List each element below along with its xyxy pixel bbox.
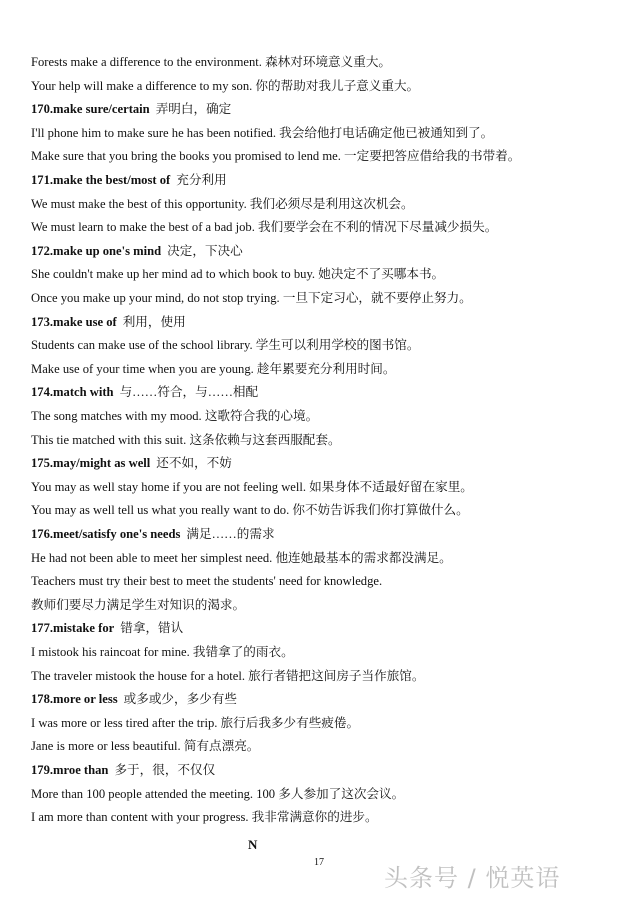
- phrase-term: 171.make the best/most of: [31, 173, 171, 187]
- example-sentence: I'll phone him to make sure he has been notified. 我会给他打电话确定他已被通知到了。: [31, 125, 494, 140]
- example-sentence: She couldn't make up her mind ad to which book to buy. 她决定不了买哪本书。: [31, 267, 445, 282]
- example-sentence: Teachers must try their best to meet the students' need for knowledge.: [31, 574, 383, 589]
- example-sentence: Make sure that you bring the books you promised to lend me. 一定要把答应借给我的书带着。: [31, 149, 521, 164]
- phrase-term: 176.meet/satisfy one's needs: [31, 527, 181, 541]
- phrase-meaning: 满足……的需求: [186, 527, 275, 541]
- phrase-term: 178.more or less: [31, 692, 118, 707]
- example-sentence: More than 100 people attended the meeting. 100 多人参加了这次会议。: [31, 786, 405, 801]
- phrase-meaning: 与……符合，与……相配: [119, 385, 259, 400]
- phrase-meaning: 错拿，错认: [120, 621, 184, 636]
- example-sentence: We must make the best of this opportunity. 我们必须尽是利用这次机会。: [31, 196, 414, 211]
- example-sentence: I am more than content with your progress. 我非常满意你的进步。: [31, 810, 378, 825]
- phrase-meaning: 或多或少，多少有些: [123, 692, 237, 707]
- example-sentence: We must learn to make the best of a bad job. 我们要学会在不利的情况下尽量减少损失。: [31, 220, 498, 235]
- example-sentence: I mistook his raincoat for mine. 我错拿了的雨衣。: [31, 645, 294, 659]
- example-sentence: Make use of your time when you are young. 趁年累要充分利用时间。: [31, 361, 396, 376]
- phrase-meaning: 决定，下决心: [167, 243, 243, 258]
- phrase-heading: [31, 384, 258, 400]
- phrase-meaning: 利用，使用: [122, 314, 186, 329]
- page-number: 17: [314, 857, 324, 868]
- example-sentence: The traveler mistook the house for a hotel. 旅行者错把这间房子当作旅馆。: [31, 668, 425, 683]
- example-sentence: Your help will make a difference to my son. 你的帮助对我儿子意义重大。: [31, 78, 420, 93]
- phrase-heading: [31, 455, 232, 471]
- phrase-heading: [31, 314, 186, 330]
- example-sentence: You may as well tell us what you really want to do. 你不妨告诉我们你打算做什么。: [31, 503, 469, 518]
- phrase-heading: [31, 620, 183, 636]
- phrase-heading: [31, 243, 243, 259]
- phrase-term: 170.make sure/certain: [31, 102, 150, 117]
- example-sentence: This tie matched with this suit. 这条依赖与这套西服配套。: [31, 432, 341, 447]
- phrase-meaning: 弄明白，确定: [155, 102, 232, 117]
- phrase-meaning: 多于，很，不仅仅: [114, 763, 216, 777]
- phrase-term: 177.mistake for: [31, 621, 115, 636]
- example-sentence: The song matches with my mood. 这歌符合我的心境。: [31, 409, 319, 423]
- example-sentence: Jane is more or less beautiful. 简有点漂亮。: [31, 739, 260, 754]
- phrase-term: 175.may/might as well: [31, 456, 151, 471]
- example-sentence: Students can make use of the school library. 学生可以利用学校的图书馆。: [31, 338, 420, 353]
- phrase-term: 173.make use of: [31, 314, 117, 329]
- example-sentence: He had not been able to meet her simplest need. 他连她最基本的需求都没满足。: [31, 550, 452, 565]
- phrase-heading: [31, 691, 237, 707]
- phrase-meaning: 充分利用: [176, 173, 227, 187]
- phrase-heading: [31, 172, 227, 188]
- example-sentence: Once you make up your mind, do not stop trying. 一旦下定习心，就不要停止努力。: [31, 291, 472, 305]
- phrase-term: 172.make up one's mind: [31, 243, 162, 258]
- example-sentence: 教师们要尽力满足学生对知识的渴求。: [31, 597, 246, 612]
- watermark-text: 头条号 / 悦英语: [384, 864, 561, 892]
- example-sentence: I was more or less tired after the trip. 旅行后我多少有些疲倦。: [31, 715, 360, 730]
- phrase-heading: [31, 762, 215, 778]
- phrase-meaning: 还不如，不妨: [156, 456, 232, 471]
- phrase-term: 179.mroe than: [31, 763, 109, 777]
- phrase-heading: [31, 101, 231, 117]
- phrase-term: 174.match with: [31, 385, 114, 400]
- example-sentence: You may as well stay home if you are not feeling well. 如果身体不适最好留在家里。: [31, 479, 473, 494]
- example-sentence: Forests make a difference to the environment. 森林对环境意义重大。: [31, 55, 392, 69]
- section-letter: N: [248, 837, 258, 852]
- phrase-heading: [31, 526, 275, 542]
